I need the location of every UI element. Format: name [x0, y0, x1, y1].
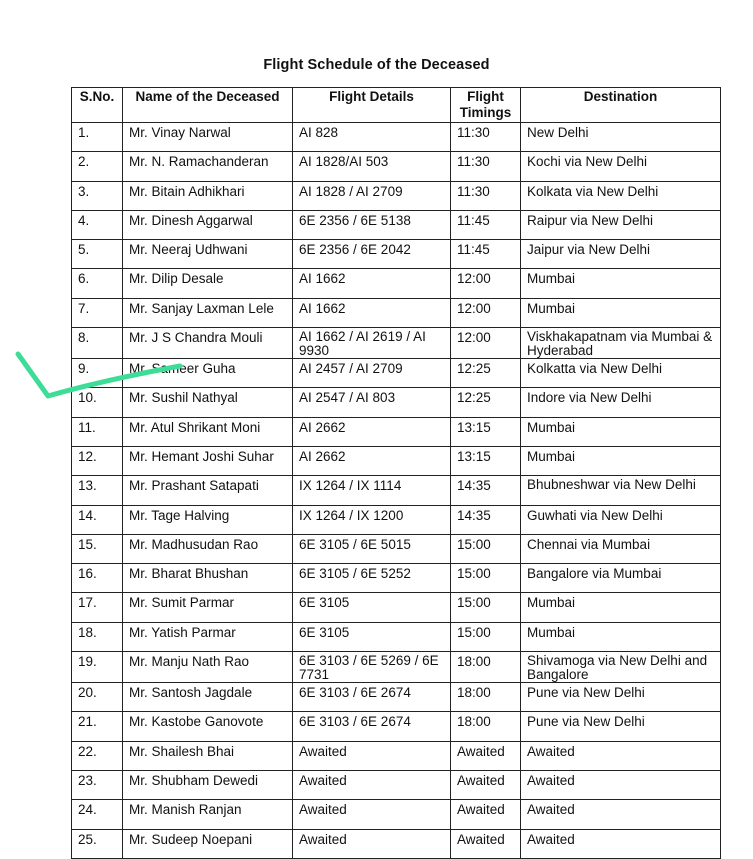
cell-sno: 14.	[72, 505, 123, 534]
table-row	[72, 829, 721, 858]
table-row	[72, 123, 721, 152]
table-row	[72, 800, 721, 829]
cell-sno: 17.	[72, 593, 123, 622]
cell-destination: New Delhi	[521, 123, 721, 152]
cell-destination: Kolkatta via New Delhi	[521, 359, 721, 388]
cell-flight-timings: 11:30	[451, 181, 521, 210]
cell-flight-timings: 12:00	[451, 269, 521, 298]
cell-name: Mr. Prashant Satapati	[123, 476, 293, 505]
page-title: Flight Schedule of the Deceased	[263, 57, 490, 73]
table-row	[72, 298, 721, 327]
table-row	[72, 210, 721, 239]
cell-flight-details: AI 828	[293, 123, 451, 152]
cell-flight-timings: 14:35	[451, 505, 521, 534]
table-row	[72, 152, 721, 181]
cell-flight-timings: Awaited	[451, 741, 521, 770]
cell-name: Mr. Vinay Narwal	[123, 123, 293, 152]
cell-flight-timings: 11:30	[451, 152, 521, 181]
table-row	[72, 683, 721, 712]
cell-flight-details: 6E 3103 / 6E 2674	[293, 712, 451, 741]
cell-destination: Jaipur via New Delhi	[521, 240, 721, 269]
table-row	[72, 417, 721, 446]
cell-flight-timings: 12:00	[451, 328, 521, 359]
table-row	[72, 388, 721, 417]
cell-flight-details: 6E 2356 / 6E 2042	[293, 240, 451, 269]
cell-flight-timings: 15:00	[451, 564, 521, 593]
cell-flight-details: AI 2662	[293, 417, 451, 446]
cell-sno: 22.	[72, 741, 123, 770]
cell-sno: 10.	[72, 388, 123, 417]
cell-destination: Indore via New Delhi	[521, 388, 721, 417]
cell-flight-timings: 11:45	[451, 240, 521, 269]
cell-destination: Awaited	[521, 741, 721, 770]
cell-sno: 20.	[72, 683, 123, 712]
cell-name: Mr. Dilip Desale	[123, 269, 293, 298]
cell-flight-timings: 13:15	[451, 446, 521, 475]
table-row	[72, 240, 721, 269]
cell-flight-timings: 15:00	[451, 593, 521, 622]
table-row	[72, 534, 721, 563]
cell-flight-details: 6E 3103 / 6E 5269 / 6E 7731	[293, 652, 451, 683]
table-row	[72, 770, 721, 799]
cell-sno: 4.	[72, 210, 123, 239]
cell-flight-details: 6E 3105 / 6E 5015	[293, 534, 451, 563]
table-row	[72, 741, 721, 770]
cell-sno: 21.	[72, 712, 123, 741]
cell-flight-timings: Awaited	[451, 770, 521, 799]
cell-flight-details: AI 2457 / AI 2709	[293, 359, 451, 388]
table-row	[72, 652, 721, 683]
cell-destination: Kolkata via New Delhi	[521, 181, 721, 210]
cell-sno: 3.	[72, 181, 123, 210]
cell-flight-timings: 15:00	[451, 534, 521, 563]
cell-sno: 25.	[72, 829, 123, 858]
table-row	[72, 505, 721, 534]
cell-destination: Raipur via New Delhi	[521, 210, 721, 239]
cell-destination: Pune via New Delhi	[521, 683, 721, 712]
cell-flight-timings: 18:00	[451, 683, 521, 712]
table-row	[72, 476, 721, 505]
table-header-row	[72, 88, 721, 123]
cell-name: Mr. N. Ramachanderan	[123, 152, 293, 181]
cell-name: Mr. Hemant Joshi Suhar	[123, 446, 293, 475]
cell-flight-details: AI 1662 / AI 2619 / AI 9930	[293, 328, 451, 359]
cell-flight-timings: 15:00	[451, 622, 521, 651]
cell-flight-timings: 12:00	[451, 298, 521, 327]
cell-flight-timings: 12:25	[451, 359, 521, 388]
cell-flight-timings: 11:45	[451, 210, 521, 239]
cell-sno: 2.	[72, 152, 123, 181]
cell-name: Mr. Bitain Adhikhari	[123, 181, 293, 210]
cell-destination: Awaited	[521, 829, 721, 858]
table-row	[72, 359, 721, 388]
cell-destination: Shivamoga via New Delhi and Bangalore	[521, 652, 721, 683]
cell-flight-details: AI 2547 / AI 803	[293, 388, 451, 417]
cell-name: Mr. Neeraj Udhwani	[123, 240, 293, 269]
cell-flight-details: Awaited	[293, 800, 451, 829]
cell-sno: 7.	[72, 298, 123, 327]
cell-flight-timings: Awaited	[451, 829, 521, 858]
cell-destination: Awaited	[521, 770, 721, 799]
cell-flight-details: 6E 3103 / 6E 2674	[293, 683, 451, 712]
cell-sno: 24.	[72, 800, 123, 829]
table-body	[72, 123, 721, 859]
cell-flight-timings: 12:25	[451, 388, 521, 417]
table-row	[72, 593, 721, 622]
table-row	[72, 712, 721, 741]
cell-name: Mr. Sanjay Laxman Lele	[123, 298, 293, 327]
cell-flight-timings: 14:35	[451, 476, 521, 505]
cell-name: Mr. Tage Halving	[123, 505, 293, 534]
cell-flight-details: Awaited	[293, 741, 451, 770]
cell-flight-details: AI 1662	[293, 269, 451, 298]
cell-destination: Mumbai	[521, 269, 721, 298]
cell-name: Mr. Sushil Nathyal	[123, 388, 293, 417]
cell-sno: 5.	[72, 240, 123, 269]
cell-sno: 9.	[72, 359, 123, 388]
column-header-flight-details: Flight Details	[293, 88, 451, 123]
cell-destination: Mumbai	[521, 622, 721, 651]
cell-flight-details: AI 1828 / AI 2709	[293, 181, 451, 210]
cell-flight-details: IX 1264 / IX 1114	[293, 476, 451, 505]
cell-flight-details: 6E 2356 / 6E 5138	[293, 210, 451, 239]
table-row	[72, 269, 721, 298]
cell-flight-details: AI 2662	[293, 446, 451, 475]
cell-destination: Mumbai	[521, 593, 721, 622]
cell-sno: 6.	[72, 269, 123, 298]
cell-destination: Mumbai	[521, 417, 721, 446]
cell-flight-details: 6E 3105 / 6E 5252	[293, 564, 451, 593]
cell-flight-details: IX 1264 / IX 1200	[293, 505, 451, 534]
cell-name: Mr. Atul Shrikant Moni	[123, 417, 293, 446]
cell-sno: 16.	[72, 564, 123, 593]
cell-destination: Awaited	[521, 800, 721, 829]
cell-sno: 11.	[72, 417, 123, 446]
cell-flight-details: Awaited	[293, 829, 451, 858]
cell-name: Mr. Sudeep Noepani	[123, 829, 293, 858]
cell-destination: Mumbai	[521, 298, 721, 327]
cell-name: Mr. Santosh Jagdale	[123, 683, 293, 712]
cell-flight-details: Awaited	[293, 770, 451, 799]
cell-name: Mr. Shubham Dewedi	[123, 770, 293, 799]
table-row	[72, 446, 721, 475]
cell-destination: Guwhati via New Delhi	[521, 505, 721, 534]
cell-name: Mr. Shailesh Bhai	[123, 741, 293, 770]
table-row	[72, 181, 721, 210]
cell-name: Mr. Sumit Parmar	[123, 593, 293, 622]
cell-name: Mr. J S Chandra Mouli	[123, 328, 293, 359]
cell-sno: 18.	[72, 622, 123, 651]
cell-sno: 19.	[72, 652, 123, 683]
table-row	[72, 328, 721, 359]
column-header-name: Name of the Deceased	[123, 88, 293, 123]
cell-sno: 23.	[72, 770, 123, 799]
cell-name: Mr. Manish Ranjan	[123, 800, 293, 829]
cell-destination: Chennai via Mumbai	[521, 534, 721, 563]
cell-sno: 13.	[72, 476, 123, 505]
cell-destination: Kochi via New Delhi	[521, 152, 721, 181]
cell-flight-timings: 11:30	[451, 123, 521, 152]
cell-destination: Mumbai	[521, 446, 721, 475]
cell-destination: Pune via New Delhi	[521, 712, 721, 741]
cell-flight-timings: 13:15	[451, 417, 521, 446]
cell-destination: Bhubneshwar via New Delhi	[521, 476, 721, 505]
cell-name: Mr. Sameer Guha	[123, 359, 293, 388]
flight-schedule-table	[71, 87, 721, 859]
cell-name: Mr. Dinesh Aggarwal	[123, 210, 293, 239]
column-header-destination: Destination	[521, 88, 721, 123]
cell-flight-timings: Awaited	[451, 800, 521, 829]
cell-sno: 1.	[72, 123, 123, 152]
table-row	[72, 622, 721, 651]
cell-flight-details: 6E 3105	[293, 593, 451, 622]
column-header-flight-timings: Flight Timings	[451, 88, 521, 123]
cell-destination: Viskhakapatnam via Mumbai & Hyderabad	[521, 328, 721, 359]
cell-flight-timings: 18:00	[451, 652, 521, 683]
cell-name: Mr. Kastobe Ganovote	[123, 712, 293, 741]
cell-name: Mr. Bharat Bhushan	[123, 564, 293, 593]
cell-flight-timings: 18:00	[451, 712, 521, 741]
cell-name: Mr. Manju Nath Rao	[123, 652, 293, 683]
cell-sno: 8.	[72, 328, 123, 359]
cell-sno: 15.	[72, 534, 123, 563]
cell-flight-details: 6E 3105	[293, 622, 451, 651]
cell-flight-details: AI 1662	[293, 298, 451, 327]
cell-destination: Bangalore via Mumbai	[521, 564, 721, 593]
cell-name: Mr. Madhusudan Rao	[123, 534, 293, 563]
column-header-sno: S.No.	[72, 88, 123, 123]
cell-flight-details: AI 1828/AI 503	[293, 152, 451, 181]
cell-name: Mr. Yatish Parmar	[123, 622, 293, 651]
cell-sno: 12.	[72, 446, 123, 475]
table-row	[72, 564, 721, 593]
